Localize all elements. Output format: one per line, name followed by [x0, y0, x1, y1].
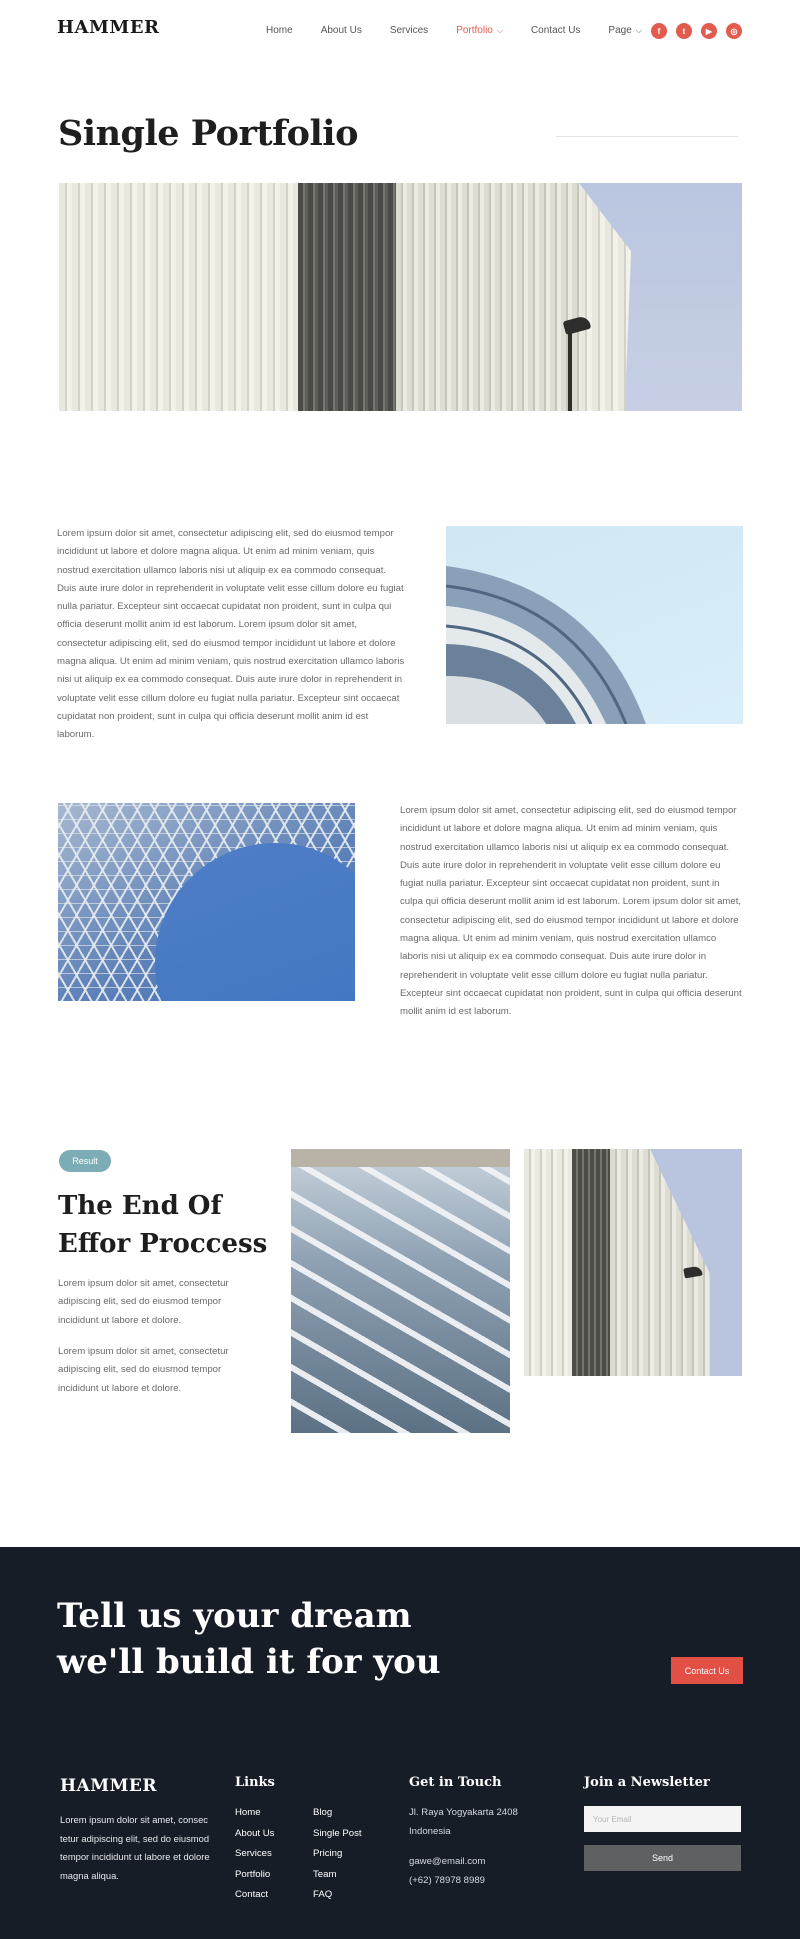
twitter-icon[interactable]: t	[676, 23, 692, 39]
site-logo[interactable]: HAMMER	[57, 17, 160, 38]
newsletter-send-button[interactable]: Send	[584, 1845, 741, 1871]
footer-logo[interactable]: HAMMER	[60, 1776, 157, 1796]
chevron-down-icon: ⌵	[496, 25, 503, 35]
curved-roof-image	[446, 526, 743, 724]
nav-item-label: Services	[389, 25, 429, 36]
hero-image-building	[59, 183, 742, 411]
nav-item-home[interactable]	[266, 25, 293, 36]
nav-item-about[interactable]	[321, 25, 362, 36]
section1-text: Lorem ipsum dolor sit amet, consectetur adipiscing elit, sed do eiusmod tempor incididunt ut labore et dolore magna aliqua. Ut enim ad minim veniam, quis nostrud exercitation ullamco laboris nisi ut aliquip ex ea commodo consequat. Duis aute irure dolor in reprehenderit in voluptate velit esse cillum dolore eu fugiat nulla pariatur. Excepteur sint occaecat cupidatat non proident, sunt in culpa qui officia deserunt mollit anim id est laborum. Lorem ipsum dolor sit amet, consectetur adipiscing elit, sed do eiusmod tempor incididunt ut labore et dolore magna aliqua. Ut enim ad minim veniam, quis nostrud exercitation ullamco laboris nisi ut aliquip ex ea commodo consequat. Duis aute irure dolor in reprehenderit in voluptate velit esse cillum dolore eu fugiat nulla pariatur. Excepteur sint occaecat cupidatat non proident, sunt in culpa qui officia deserunt mollit anim id est laborum.	[57, 528, 405, 741]
building-facade-image	[524, 1149, 742, 1376]
social-links	[651, 23, 742, 39]
footer-link-faq[interactable]: FAQ	[313, 1889, 333, 1901]
nav-item-label: Portfolio	[456, 25, 493, 36]
main-nav	[266, 25, 670, 36]
newsletter-heading: Join a Newsletter	[584, 1775, 710, 1790]
links-column-2	[313, 1803, 362, 1906]
instagram-icon[interactable]: ◎	[726, 23, 742, 39]
title-divider	[556, 136, 738, 137]
footer-link-about[interactable]: About Us	[235, 1827, 275, 1839]
section2-text: Lorem ipsum dolor sit amet, consectetur adipiscing elit, sed do eiusmod tempor incididunt ut labore et dolore magna aliqua. Ut enim ad minim veniam, quis nostrud exercitation ullamco laboris nisi ut aliquip ex ea commodo consequat. Duis aute irure dolor in reprehenderit in voluptate velit esse cillum dolore eu fugiat nulla pariatur. Excepteur sint occaecat cupidatat non proident, sunt in culpa qui officia deserunt mollit anim id est laborum. Lorem ipsum dolor sit amet, consectetur adipiscing elit, sed do eiusmod tempor incididunt ut labore et dolore magna aliqua. Ut enim ad minim veniam, quis nostrud exercitation ullamco laboris nisi ut aliquip ex ea commodo consequat. Duis aute irure dolor in reprehenderit in voluptate velit esse cillum dolore eu fugiat nulla pariatur. Excepteur sint occaecat cupidatat non proident, sunt in culpa qui officia deserunt mollit anim id est laborum.	[400, 805, 742, 1018]
links-heading: Links	[235, 1775, 275, 1790]
footer-phone[interactable]: (+62) 78978 8989	[409, 1875, 486, 1886]
nav-item-label: Contact Us	[530, 25, 581, 36]
footer-address: Jl. Raya Yogyakarta 2408 Indonesia	[409, 1807, 518, 1837]
cta-title: Tell us your dream we'll build it for you	[57, 1596, 441, 1682]
glass-corridor-image	[291, 1149, 510, 1433]
links-column-1	[235, 1803, 274, 1906]
nav-item-label: Home	[266, 25, 293, 36]
contact-heading: Get in Touch	[409, 1775, 502, 1790]
footer-link-home[interactable]: Home	[235, 1807, 261, 1818]
curved-roof-illustration	[446, 526, 743, 724]
facebook-icon[interactable]: f	[651, 23, 667, 39]
nav-item-portfolio[interactable]	[456, 25, 503, 36]
nav-item-contact[interactable]	[531, 25, 580, 36]
result-paragraph-1: Lorem ipsum dolor sit amet, consectetur adipiscing elit, sed do eiusmod tempor incididunt ut labore et dolore.	[58, 1278, 229, 1326]
nav-item-page[interactable]	[608, 25, 641, 36]
footer-link-blog[interactable]: Blog	[313, 1807, 333, 1818]
nav-item-services[interactable]	[390, 25, 428, 36]
youtube-icon[interactable]: ▶	[701, 23, 717, 39]
dome-lattice-image	[58, 803, 355, 1001]
result-badge: Result	[59, 1150, 111, 1172]
site-header	[0, 0, 800, 62]
footer-link-pricing[interactable]: Pricing	[313, 1848, 343, 1860]
chevron-down-icon: ⌵	[635, 25, 642, 35]
footer-link-team[interactable]: Team	[313, 1868, 337, 1880]
result-paragraph-2: Lorem ipsum dolor sit amet, consectetur adipiscing elit, sed do eiusmod tempor incididunt ut labore et dolore.	[58, 1346, 229, 1394]
footer-link-services[interactable]: Services	[235, 1848, 272, 1860]
page-title: Single Portfolio	[58, 113, 358, 154]
footer-email[interactable]: gawe@email.com	[409, 1856, 486, 1867]
footer-link-portfolio[interactable]: Portfolio	[235, 1868, 271, 1880]
result-title: The End Of Effor Proccess	[58, 1191, 268, 1259]
footer-about-text: Lorem ipsum dolor sit amet, consec tetur adipiscing elit, sed do eiusmod tempor incididunt ut labore et dolore magna aliqua.	[60, 1814, 210, 1881]
footer-link-single-post[interactable]: Single Post	[313, 1827, 362, 1839]
newsletter-email-input[interactable]	[584, 1806, 741, 1832]
nav-item-label: Page	[608, 25, 632, 36]
contact-us-button[interactable]: Contact Us	[671, 1657, 743, 1684]
footer-link-contact[interactable]: Contact	[235, 1889, 269, 1901]
nav-item-label: About Us	[320, 25, 362, 36]
